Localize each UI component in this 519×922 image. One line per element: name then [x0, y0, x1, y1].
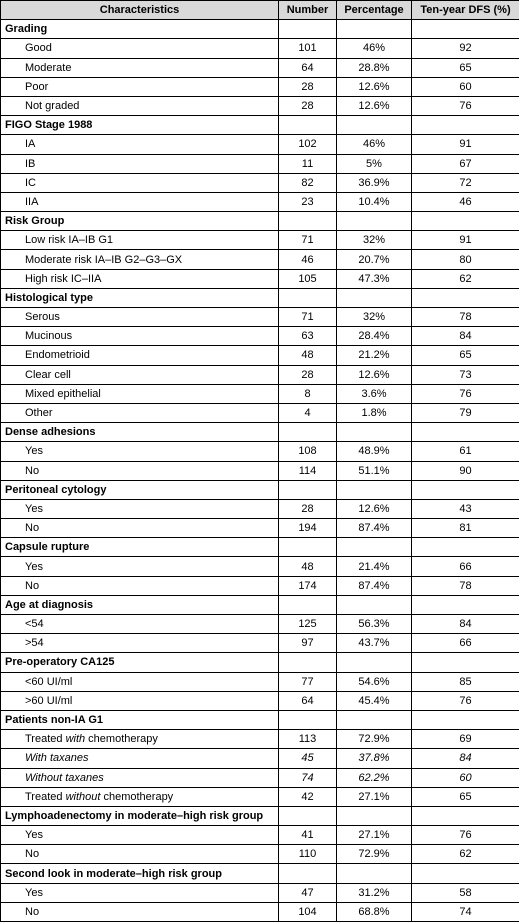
section-row — [1, 595, 519, 614]
row-number: 194 — [279, 519, 337, 538]
row-label: IA — [1, 135, 279, 154]
header-ten-year-dfs: Ten-year DFS (%) — [412, 1, 519, 20]
empty-cell — [412, 595, 519, 614]
row-percentage: 32% — [337, 308, 412, 327]
row-percentage: 45.4% — [337, 691, 412, 710]
row-number: 77 — [279, 672, 337, 691]
empty-cell — [412, 864, 519, 883]
empty-cell — [279, 288, 337, 307]
table-row — [1, 845, 519, 864]
row-ten-year-dfs: 78 — [412, 576, 519, 595]
row-number: 11 — [279, 154, 337, 173]
table-row — [1, 672, 519, 691]
row-number: 108 — [279, 442, 337, 461]
row-ten-year-dfs: 60 — [412, 77, 519, 96]
row-ten-year-dfs: 62 — [412, 845, 519, 864]
row-number: 74 — [279, 768, 337, 787]
row-percentage: 28.4% — [337, 327, 412, 346]
empty-cell — [337, 212, 412, 231]
table-row — [1, 346, 519, 365]
row-percentage: 51.1% — [337, 461, 412, 480]
section-title: FIGO Stage 1988 — [1, 116, 279, 135]
row-number: 174 — [279, 576, 337, 595]
empty-cell — [337, 20, 412, 39]
row-label: Poor — [1, 77, 279, 96]
empty-cell — [279, 423, 337, 442]
section-title: Age at diagnosis — [1, 595, 279, 614]
row-percentage: 3.6% — [337, 384, 412, 403]
header-characteristics: Characteristics — [1, 1, 279, 20]
table-header — [1, 1, 519, 20]
table-row — [1, 135, 519, 154]
row-ten-year-dfs: 74 — [412, 902, 519, 921]
row-label: High risk IC–IIA — [1, 269, 279, 288]
table-row — [1, 883, 519, 902]
row-ten-year-dfs: 91 — [412, 135, 519, 154]
table-row — [1, 519, 519, 538]
table-row — [1, 634, 519, 653]
table-row — [1, 442, 519, 461]
section-title: Grading — [1, 20, 279, 39]
row-number: 110 — [279, 845, 337, 864]
row-number: 63 — [279, 327, 337, 346]
header-percentage: Percentage — [337, 1, 412, 20]
row-percentage: 31.2% — [337, 883, 412, 902]
row-label: No — [1, 902, 279, 921]
row-ten-year-dfs: 60 — [412, 768, 519, 787]
empty-cell — [412, 710, 519, 729]
section-title: Pre-operatory CA125 — [1, 653, 279, 672]
row-label: Good — [1, 39, 279, 58]
header-number: Number — [279, 1, 337, 20]
empty-cell — [337, 423, 412, 442]
row-percentage: 56.3% — [337, 615, 412, 634]
table-row — [1, 749, 519, 768]
row-ten-year-dfs: 76 — [412, 691, 519, 710]
row-number: 71 — [279, 231, 337, 250]
header-row — [1, 1, 519, 20]
row-number: 28 — [279, 96, 337, 115]
row-label: Mucinous — [1, 327, 279, 346]
empty-cell — [279, 653, 337, 672]
row-percentage: 21.4% — [337, 557, 412, 576]
row-number: 48 — [279, 557, 337, 576]
row-percentage: 43.7% — [337, 634, 412, 653]
row-label: Clear cell — [1, 365, 279, 384]
row-number: 45 — [279, 749, 337, 768]
row-label: Other — [1, 403, 279, 422]
table-row — [1, 461, 519, 480]
table-row — [1, 192, 519, 211]
row-number: 71 — [279, 308, 337, 327]
table-row — [1, 576, 519, 595]
row-number: 82 — [279, 173, 337, 192]
table-row — [1, 768, 519, 787]
row-percentage: 21.2% — [337, 346, 412, 365]
row-ten-year-dfs: 65 — [412, 58, 519, 77]
row-label: Not graded — [1, 96, 279, 115]
row-label: <60 UI/ml — [1, 672, 279, 691]
row-number: 113 — [279, 730, 337, 749]
row-percentage: 28.8% — [337, 58, 412, 77]
empty-cell — [279, 864, 337, 883]
empty-cell — [337, 538, 412, 557]
table-row — [1, 384, 519, 403]
row-percentage: 32% — [337, 231, 412, 250]
row-number: 46 — [279, 250, 337, 269]
row-ten-year-dfs: 84 — [412, 327, 519, 346]
row-ten-year-dfs: 85 — [412, 672, 519, 691]
empty-cell — [412, 480, 519, 499]
row-ten-year-dfs: 92 — [412, 39, 519, 58]
row-percentage: 72.9% — [337, 845, 412, 864]
section-title: Patients non-IA G1 — [1, 710, 279, 729]
table-row — [1, 403, 519, 422]
empty-cell — [279, 806, 337, 825]
row-number: 101 — [279, 39, 337, 58]
row-label: Mixed epithelial — [1, 384, 279, 403]
empty-cell — [279, 595, 337, 614]
row-number: 97 — [279, 634, 337, 653]
empty-cell — [412, 288, 519, 307]
row-percentage: 27.1% — [337, 787, 412, 806]
row-percentage: 62.2% — [337, 768, 412, 787]
table-row — [1, 557, 519, 576]
empty-cell — [412, 538, 519, 557]
table-row — [1, 58, 519, 77]
row-label: Without taxanes — [1, 768, 279, 787]
row-ten-year-dfs: 65 — [412, 787, 519, 806]
section-title: Histological type — [1, 288, 279, 307]
row-percentage: 12.6% — [337, 77, 412, 96]
row-label: IB — [1, 154, 279, 173]
row-percentage: 48.9% — [337, 442, 412, 461]
row-number: 47 — [279, 883, 337, 902]
row-label: Treated with chemotherapy — [1, 730, 279, 749]
table-row — [1, 902, 519, 921]
row-label: Moderate risk IA–IB G2–G3–GX — [1, 250, 279, 269]
table-row — [1, 308, 519, 327]
section-row — [1, 480, 519, 499]
empty-cell — [279, 538, 337, 557]
row-number: 28 — [279, 77, 337, 96]
row-percentage: 46% — [337, 135, 412, 154]
section-row — [1, 710, 519, 729]
table-row — [1, 173, 519, 192]
row-ten-year-dfs: 76 — [412, 96, 519, 115]
row-ten-year-dfs: 72 — [412, 173, 519, 192]
row-percentage: 12.6% — [337, 499, 412, 518]
row-percentage: 87.4% — [337, 576, 412, 595]
empty-cell — [412, 212, 519, 231]
row-number: 8 — [279, 384, 337, 403]
row-ten-year-dfs: 67 — [412, 154, 519, 173]
table-row — [1, 250, 519, 269]
row-percentage: 12.6% — [337, 365, 412, 384]
row-ten-year-dfs: 76 — [412, 826, 519, 845]
row-number: 4 — [279, 403, 337, 422]
empty-cell — [337, 116, 412, 135]
empty-cell — [337, 806, 412, 825]
row-label: Serous — [1, 308, 279, 327]
row-ten-year-dfs: 65 — [412, 346, 519, 365]
row-label: IIA — [1, 192, 279, 211]
section-row — [1, 864, 519, 883]
row-ten-year-dfs: 90 — [412, 461, 519, 480]
row-number: 42 — [279, 787, 337, 806]
empty-cell — [337, 864, 412, 883]
row-percentage: 27.1% — [337, 826, 412, 845]
row-label: No — [1, 845, 279, 864]
row-ten-year-dfs: 76 — [412, 384, 519, 403]
empty-cell — [279, 20, 337, 39]
table-body — [1, 20, 519, 922]
row-number: 28 — [279, 499, 337, 518]
empty-cell — [337, 480, 412, 499]
row-label: IC — [1, 173, 279, 192]
row-label: Yes — [1, 557, 279, 576]
section-title: Risk Group — [1, 212, 279, 231]
row-label: <54 — [1, 615, 279, 634]
section-title: Dense adhesions — [1, 423, 279, 442]
row-percentage: 72.9% — [337, 730, 412, 749]
section-row — [1, 288, 519, 307]
row-ten-year-dfs: 84 — [412, 615, 519, 634]
row-number: 102 — [279, 135, 337, 154]
row-ten-year-dfs: 79 — [412, 403, 519, 422]
row-label: >54 — [1, 634, 279, 653]
row-number: 48 — [279, 346, 337, 365]
row-ten-year-dfs: 58 — [412, 883, 519, 902]
table-row — [1, 96, 519, 115]
row-label: Yes — [1, 883, 279, 902]
row-label: Moderate — [1, 58, 279, 77]
row-label: No — [1, 461, 279, 480]
empty-cell — [412, 423, 519, 442]
row-label: No — [1, 576, 279, 595]
row-percentage: 36.9% — [337, 173, 412, 192]
empty-cell — [337, 710, 412, 729]
row-percentage: 20.7% — [337, 250, 412, 269]
section-title: Peritoneal cytology — [1, 480, 279, 499]
table-row — [1, 826, 519, 845]
table-row — [1, 691, 519, 710]
table-row — [1, 730, 519, 749]
row-ten-year-dfs: 43 — [412, 499, 519, 518]
row-label: Yes — [1, 442, 279, 461]
section-row — [1, 806, 519, 825]
row-label: With taxanes — [1, 749, 279, 768]
empty-cell — [279, 116, 337, 135]
table-row — [1, 327, 519, 346]
row-label: Yes — [1, 826, 279, 845]
row-percentage: 54.6% — [337, 672, 412, 691]
row-ten-year-dfs: 69 — [412, 730, 519, 749]
table-row — [1, 787, 519, 806]
empty-cell — [279, 480, 337, 499]
row-ten-year-dfs: 62 — [412, 269, 519, 288]
row-label: Low risk IA–IB G1 — [1, 231, 279, 250]
row-number: 41 — [279, 826, 337, 845]
row-number: 125 — [279, 615, 337, 634]
section-row — [1, 212, 519, 231]
row-label: Treated without chemotherapy — [1, 787, 279, 806]
table-row — [1, 154, 519, 173]
row-percentage: 10.4% — [337, 192, 412, 211]
row-ten-year-dfs: 84 — [412, 749, 519, 768]
row-percentage: 68.8% — [337, 902, 412, 921]
row-label: No — [1, 519, 279, 538]
row-percentage: 87.4% — [337, 519, 412, 538]
empty-cell — [412, 116, 519, 135]
row-number: 114 — [279, 461, 337, 480]
row-percentage: 47.3% — [337, 269, 412, 288]
table-row — [1, 615, 519, 634]
row-ten-year-dfs: 46 — [412, 192, 519, 211]
section-row — [1, 538, 519, 557]
row-ten-year-dfs: 73 — [412, 365, 519, 384]
row-ten-year-dfs: 66 — [412, 634, 519, 653]
table-row — [1, 269, 519, 288]
row-number: 28 — [279, 365, 337, 384]
row-number: 104 — [279, 902, 337, 921]
section-row — [1, 653, 519, 672]
empty-cell — [337, 595, 412, 614]
section-title: Lymphoadenectomy in moderate–high risk group — [1, 806, 279, 825]
row-ten-year-dfs: 91 — [412, 231, 519, 250]
row-percentage: 12.6% — [337, 96, 412, 115]
row-number: 64 — [279, 58, 337, 77]
row-number: 23 — [279, 192, 337, 211]
row-label: >60 UI/ml — [1, 691, 279, 710]
row-label: Yes — [1, 499, 279, 518]
row-number: 64 — [279, 691, 337, 710]
section-row — [1, 20, 519, 39]
row-ten-year-dfs: 78 — [412, 308, 519, 327]
empty-cell — [279, 212, 337, 231]
empty-cell — [412, 653, 519, 672]
row-percentage: 37.8% — [337, 749, 412, 768]
section-title: Second look in moderate–high risk group — [1, 864, 279, 883]
row-percentage: 46% — [337, 39, 412, 58]
empty-cell — [412, 806, 519, 825]
section-row — [1, 423, 519, 442]
row-ten-year-dfs: 80 — [412, 250, 519, 269]
row-number: 105 — [279, 269, 337, 288]
table-row — [1, 39, 519, 58]
table-row — [1, 231, 519, 250]
empty-cell — [279, 710, 337, 729]
row-ten-year-dfs: 81 — [412, 519, 519, 538]
row-percentage: 5% — [337, 154, 412, 173]
empty-cell — [337, 653, 412, 672]
table-row — [1, 365, 519, 384]
table-row — [1, 499, 519, 518]
section-title: Capsule rupture — [1, 538, 279, 557]
row-label: Endometrioid — [1, 346, 279, 365]
empty-cell — [337, 288, 412, 307]
row-ten-year-dfs: 61 — [412, 442, 519, 461]
empty-cell — [412, 20, 519, 39]
section-row — [1, 116, 519, 135]
row-ten-year-dfs: 66 — [412, 557, 519, 576]
row-percentage: 1.8% — [337, 403, 412, 422]
table-row — [1, 77, 519, 96]
